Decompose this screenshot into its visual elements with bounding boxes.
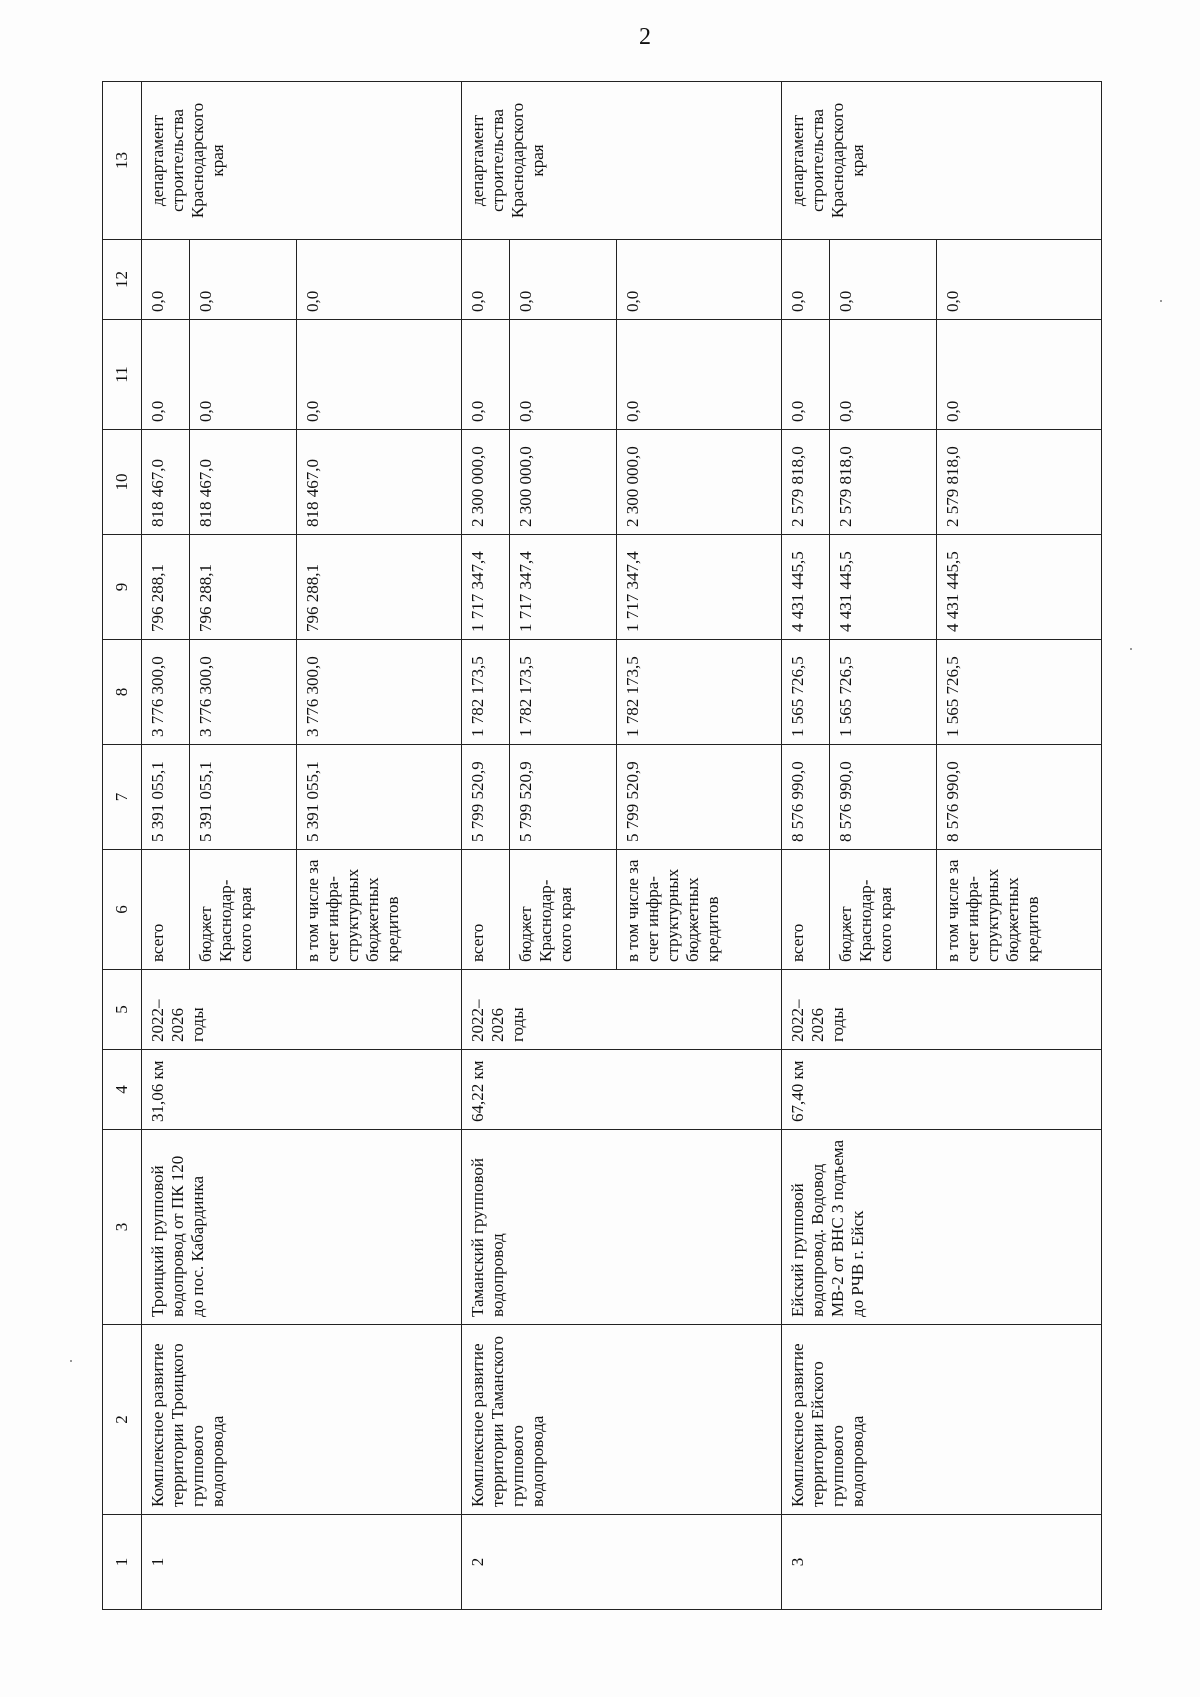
value-col11: 0,0	[830, 320, 937, 430]
funding-source: всего	[781, 850, 829, 970]
row-number: 3	[781, 1515, 1101, 1610]
value-col9: 796 288,1	[296, 535, 461, 640]
table-row	[781, 82, 829, 1610]
scan-speck	[1160, 300, 1162, 302]
value-col10: 2 579 818,0	[830, 430, 937, 535]
value-col10: 818 467,0	[190, 430, 297, 535]
period: 2022–2026 годы	[142, 970, 462, 1050]
table-row	[142, 82, 190, 1610]
funding-source: всего	[461, 850, 509, 970]
row-number: 1	[142, 1515, 462, 1610]
value-col12: 0,0	[936, 240, 1101, 320]
row-number: 2	[461, 1515, 781, 1610]
col-header-6: 6	[103, 850, 142, 970]
scan-speck	[70, 1360, 72, 1362]
header-row	[103, 82, 142, 1610]
value-col7: 5 799 520,9	[510, 745, 617, 850]
value-col8: 1 565 726,5	[936, 640, 1101, 745]
value-col9: 4 431 445,5	[781, 535, 829, 640]
value-col12: 0,0	[830, 240, 937, 320]
value-col10: 2 579 818,0	[936, 430, 1101, 535]
value-col12: 0,0	[616, 240, 781, 320]
col-header-1: 1	[103, 1515, 142, 1610]
value-col12: 0,0	[461, 240, 509, 320]
col-header-7: 7	[103, 745, 142, 850]
funding-source: в том числе за счет инфра-структурных бюджетных кредитов	[296, 850, 461, 970]
value-col7: 8 576 990,0	[781, 745, 829, 850]
responsible: департамент строительства Краснодарского края	[781, 82, 1101, 240]
capacity: 64,22 км	[461, 1050, 781, 1130]
scan-speck	[1130, 648, 1132, 650]
table-row	[461, 82, 509, 1610]
value-col8: 1 565 726,5	[830, 640, 937, 745]
col-header-13: 13	[103, 82, 142, 240]
col-header-8: 8	[103, 640, 142, 745]
value-col7: 8 576 990,0	[830, 745, 937, 850]
event-name: Комплексное развитие территории Ейского группового водопровода	[781, 1325, 1101, 1515]
value-col12: 0,0	[781, 240, 829, 320]
col-header-9: 9	[103, 535, 142, 640]
object-name: Таманский групповой водопровод	[461, 1130, 781, 1325]
value-col11: 0,0	[510, 320, 617, 430]
value-col11: 0,0	[461, 320, 509, 430]
value-col8: 3 776 300,0	[190, 640, 297, 745]
value-col10: 2 300 000,0	[510, 430, 617, 535]
value-col12: 0,0	[510, 240, 617, 320]
funding-source: бюджет Краснодар-ского края	[190, 850, 297, 970]
value-col10: 2 300 000,0	[616, 430, 781, 535]
event-name: Комплексное развитие территории Троицкого группового водопровода	[142, 1325, 462, 1515]
page-number: 2	[639, 24, 651, 50]
funding-source: в том числе за счет инфра-структурных бюджетных кредитов	[616, 850, 781, 970]
col-header-5: 5	[103, 970, 142, 1050]
period: 2022–2026 годы	[461, 970, 781, 1050]
value-col7: 5 391 055,1	[296, 745, 461, 850]
value-col9: 1 717 347,4	[616, 535, 781, 640]
object-name: Ейский групповой водопровод. Водовод МВ-2 от ВНС 3 подъема до РЧВ г. Ейск	[781, 1130, 1101, 1325]
funding-source: бюджет Краснодар-ского края	[510, 850, 617, 970]
funding-source: всего	[142, 850, 190, 970]
value-col12: 0,0	[296, 240, 461, 320]
value-col8: 1 782 173,5	[461, 640, 509, 745]
col-header-11: 11	[103, 320, 142, 430]
value-col7: 5 391 055,1	[142, 745, 190, 850]
value-col10: 2 579 818,0	[781, 430, 829, 535]
funding-source: бюджет Краснодар-ского края	[830, 850, 937, 970]
value-col11: 0,0	[936, 320, 1101, 430]
col-header-3: 3	[103, 1130, 142, 1325]
value-col9: 796 288,1	[142, 535, 190, 640]
value-col12: 0,0	[142, 240, 190, 320]
value-col7: 8 576 990,0	[936, 745, 1101, 850]
value-col11: 0,0	[190, 320, 297, 430]
value-col11: 0,0	[142, 320, 190, 430]
responsible: департамент строительства Краснодарского края	[461, 82, 781, 240]
funding-source: в том числе за счет инфра-структурных бюджетных кредитов	[936, 850, 1101, 970]
value-col8: 1 782 173,5	[510, 640, 617, 745]
value-col7: 5 391 055,1	[190, 745, 297, 850]
value-col9: 4 431 445,5	[830, 535, 937, 640]
value-col7: 5 799 520,9	[461, 745, 509, 850]
value-col11: 0,0	[296, 320, 461, 430]
capacity: 67,40 км	[781, 1050, 1101, 1130]
col-header-2: 2	[103, 1325, 142, 1515]
value-col8: 1 565 726,5	[781, 640, 829, 745]
responsible: департамент строительства Краснодарского края	[142, 82, 462, 240]
value-col11: 0,0	[781, 320, 829, 430]
value-col7: 5 799 520,9	[616, 745, 781, 850]
value-col8: 1 782 173,5	[616, 640, 781, 745]
value-col9: 4 431 445,5	[936, 535, 1101, 640]
value-col10: 818 467,0	[296, 430, 461, 535]
value-col12: 0,0	[190, 240, 297, 320]
value-col9: 1 717 347,4	[461, 535, 509, 640]
object-name: Троицкий групповой водопровод от ПК 120 до пос. Кабардинка	[142, 1130, 462, 1325]
budget-table	[102, 81, 1102, 1610]
value-col8: 3 776 300,0	[296, 640, 461, 745]
rotated-table-container	[102, 82, 1102, 1610]
value-col9: 1 717 347,4	[510, 535, 617, 640]
period: 2022–2026 годы	[781, 970, 1101, 1050]
value-col8: 3 776 300,0	[142, 640, 190, 745]
col-header-4: 4	[103, 1050, 142, 1130]
value-col10: 2 300 000,0	[461, 430, 509, 535]
col-header-12: 12	[103, 240, 142, 320]
value-col9: 796 288,1	[190, 535, 297, 640]
col-header-10: 10	[103, 430, 142, 535]
capacity: 31,06 км	[142, 1050, 462, 1130]
event-name: Комплексное развитие территории Таманского группового водопровода	[461, 1325, 781, 1515]
value-col11: 0,0	[616, 320, 781, 430]
value-col10: 818 467,0	[142, 430, 190, 535]
